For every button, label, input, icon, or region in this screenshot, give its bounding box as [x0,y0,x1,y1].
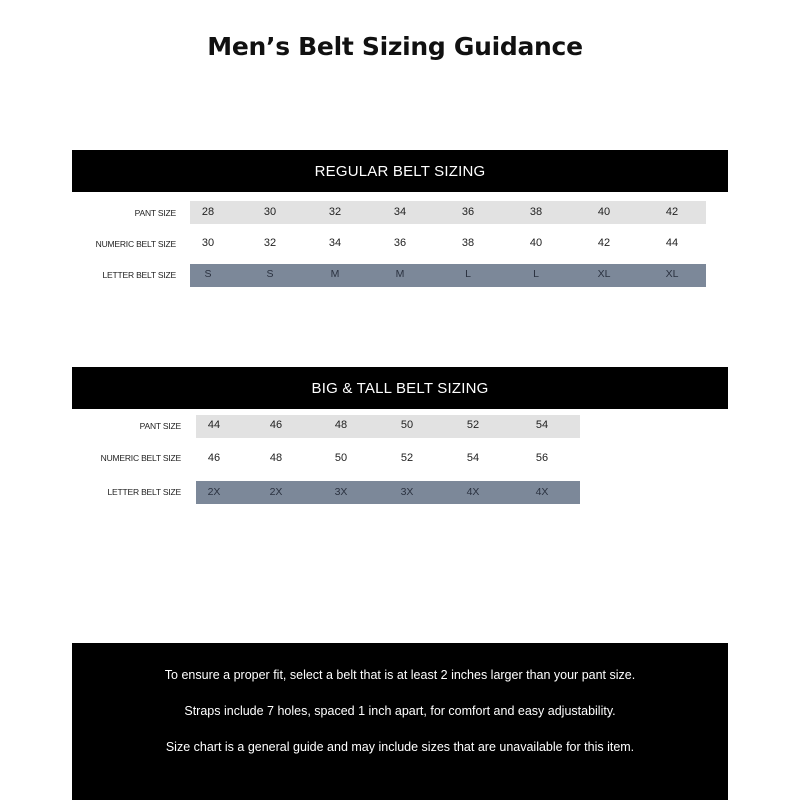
fit-notes-panel [72,643,728,800]
regular-pant-size-cell: 36 [461,206,475,218]
big-tall-numeric-belt-size-cell: 52 [400,452,414,464]
big-tall-letter-size-label: LETTER BELT SIZE [107,487,181,497]
regular-letter-size-label: LETTER BELT SIZE [102,270,176,280]
regular-pant-size-label: PANT SIZE [134,208,176,218]
big-tall-numeric-belt-size-cell: 54 [466,452,480,464]
big-tall-sizing-banner: BIG & TALL BELT SIZING [72,367,728,409]
regular-letter-belt-size-cell: S [204,268,212,280]
regular-pant-size-cell: 34 [393,206,407,218]
regular-letter-belt-size-cell: XL [665,268,679,280]
big-tall-letter-belt-size-cell: 4X [466,486,480,498]
regular-pant-size-cell: 32 [328,206,342,218]
big-tall-letter-belt-size-cell: 3X [334,486,348,498]
page-title: Men’s Belt Sizing Guidance [207,32,583,61]
regular-numeric-belt-size-cell: 44 [665,237,679,249]
regular-numeric-belt-size-cell: 30 [201,237,215,249]
regular-letter-belt-size-cell: XL [597,268,611,280]
big-tall-pant-size-cell: 54 [535,419,549,431]
regular-letter-belt-size-cell: L [465,268,471,280]
big-tall-pant-size-cell: 52 [466,419,480,431]
big-tall-letter-belt-size-cell: 2X [207,486,221,498]
big-tall-numeric-belt-size-cell: 56 [535,452,549,464]
straps-note: Straps include 7 holes, spaced 1 inch apart, for comfort and easy adjustability. [184,704,616,718]
big-tall-numeric-belt-size-cell: 50 [334,452,348,464]
big-tall-pant-size-cell: 50 [400,419,414,431]
big-tall-letter-belt-size-cell: 3X [400,486,414,498]
regular-pant-size-cell: 28 [201,206,215,218]
size-chart-note: Size chart is a general guide and may include sizes that are unavailable for this item. [165,740,635,754]
regular-numeric-belt-size-cell: 42 [597,237,611,249]
big-tall-pant-size-cell: 48 [334,419,348,431]
regular-letter-belt-size-cell: M [395,268,405,280]
big-tall-pant-size-label: PANT SIZE [139,421,181,431]
regular-pant-size-cell: 42 [665,206,679,218]
regular-pant-size-cell: 38 [529,206,543,218]
big-tall-numeric-size-label: NUMERIC BELT SIZE [100,453,181,463]
big-tall-pant-size-cell: 44 [207,419,221,431]
regular-numeric-belt-size-cell: 36 [393,237,407,249]
big-tall-numeric-belt-size-cell: 48 [269,452,283,464]
regular-numeric-size-label: NUMERIC BELT SIZE [95,239,176,249]
regular-numeric-belt-size-cell: 34 [328,237,342,249]
regular-letter-belt-size-cell: L [533,268,539,280]
regular-numeric-belt-size-cell: 40 [529,237,543,249]
regular-numeric-belt-size-cell: 38 [461,237,475,249]
big-tall-letter-belt-size-cell: 4X [535,486,549,498]
regular-letter-belt-size-cell: M [330,268,340,280]
big-tall-pant-size-cell: 46 [269,419,283,431]
big-tall-numeric-belt-size-cell: 46 [207,452,221,464]
regular-pant-size-cell: 30 [263,206,277,218]
regular-letter-belt-size-cell: S [266,268,274,280]
regular-sizing-banner: REGULAR BELT SIZING [72,150,728,192]
big-tall-letter-belt-size-cell: 2X [269,486,283,498]
fit-note: To ensure a proper fit, select a belt that is at least 2 inches larger than your pant size. [164,668,636,682]
regular-pant-size-cell: 40 [597,206,611,218]
regular-numeric-belt-size-cell: 32 [263,237,277,249]
